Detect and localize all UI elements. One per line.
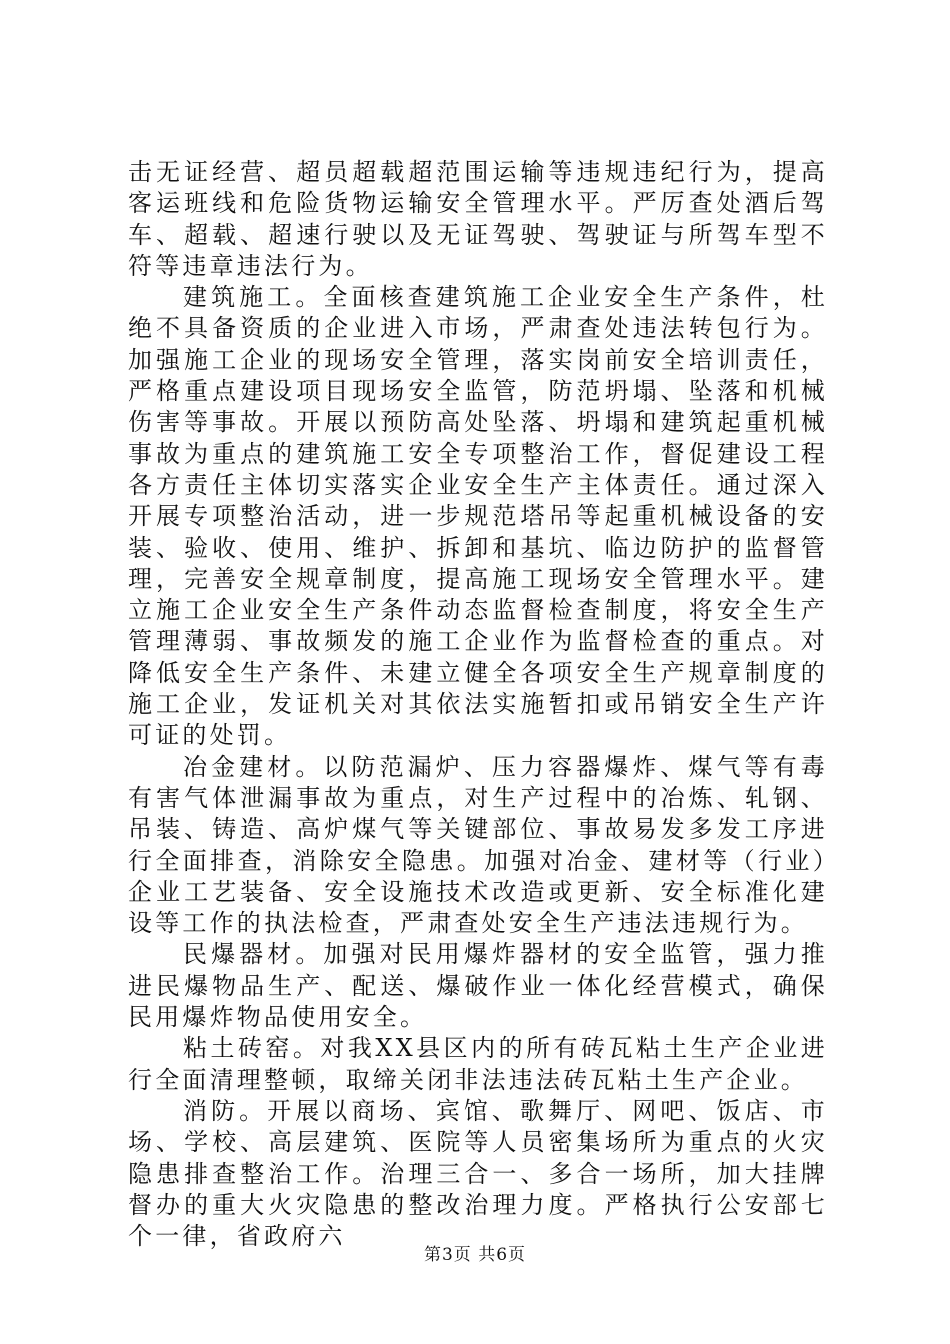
page-footer — [0, 1240, 950, 1265]
paragraph-continuation: 击无证经营、超员超载超范围运输等违规违纪行为，提高客运班线和危险货物运输安全管理水平。严厉查处酒后驾车、超载、超速行驶以及无证驾驶、驾驶证与所驾车型不符等违章违法行为。 — [128, 158, 828, 280]
paragraph-construction: 建筑施工。全面核查建筑施工企业安全生产条件，杜绝不具备资质的企业进入市场，严肃查处违法转包行为。加强施工企业的现场安全管理，落实岗前安全培训责任，严格重点建设项目现场安全监管，防范坍塌、坠落和机械伤害等事故。开展以预防高处坠落、坍塌和建筑起重机械事故为重点的建筑施工安全专项整治工作，督促建设工程各方责任主体切实落实企业安全生产主体责任。通过深入开展专项整治活动，进一步规范塔吊等起重机械设备的安装、验收、使用、维护、拆卸和基坑、临边防护的监督管理，完善安全规章制度，提高施工现场安全管理水平。建立施工企业安全生产条件动态监督检查制度，将安全生产管理薄弱、事故频发的施工企业作为监督检查的重点。对降低安全生产条件、未建立健全各项安全生产规章制度的施工企业，发证机关对其依法实施暂扣或吊销安全生产许可证的处罚。 — [128, 283, 828, 750]
paragraph-brick-kilns: 粘土砖窑。对我XX县区内的所有砖瓦粘土生产企业进行全面清理整顿，取缔关闭非法违法砖瓦粘土生产企业。 — [128, 1034, 828, 1094]
document-body — [128, 157, 828, 1252]
paragraph-metallurgy: 冶金建材。以防范漏炉、压力容器爆炸、煤气等有毒有害气体泄漏事故为重点，对生产过程中的冶炼、轧钢、吊装、铸造、高炉煤气等关键部位、事故易发多发工序进行全面排查，消除安全隐患。加强对冶金、建材等（行业）企业工艺装备、安全设施技术改造或更新、安全标准化建设等工作的执法检查，严肃查处安全生产违法违规行为。 — [128, 752, 828, 938]
paragraph-fire-safety: 消防。开展以商场、宾馆、歌舞厅、网吧、饭店、市场、学校、高层建筑、医院等人员密集场所为重点的火灾隐患排查整治工作。治理三合一、多合一场所，加大挂牌督办的重大火灾隐患的整改治理力度。严格执行公安部七个一律，省政府六 — [128, 1096, 828, 1251]
page-number: 第3页 共6页 — [423, 1245, 527, 1265]
paragraph-explosives: 民爆器材。加强对民用爆炸器材的安全监管，强力推进民爆物品生产、配送、爆破作业一体化经营模式，确保民用爆炸物品使用安全。 — [128, 940, 828, 1032]
